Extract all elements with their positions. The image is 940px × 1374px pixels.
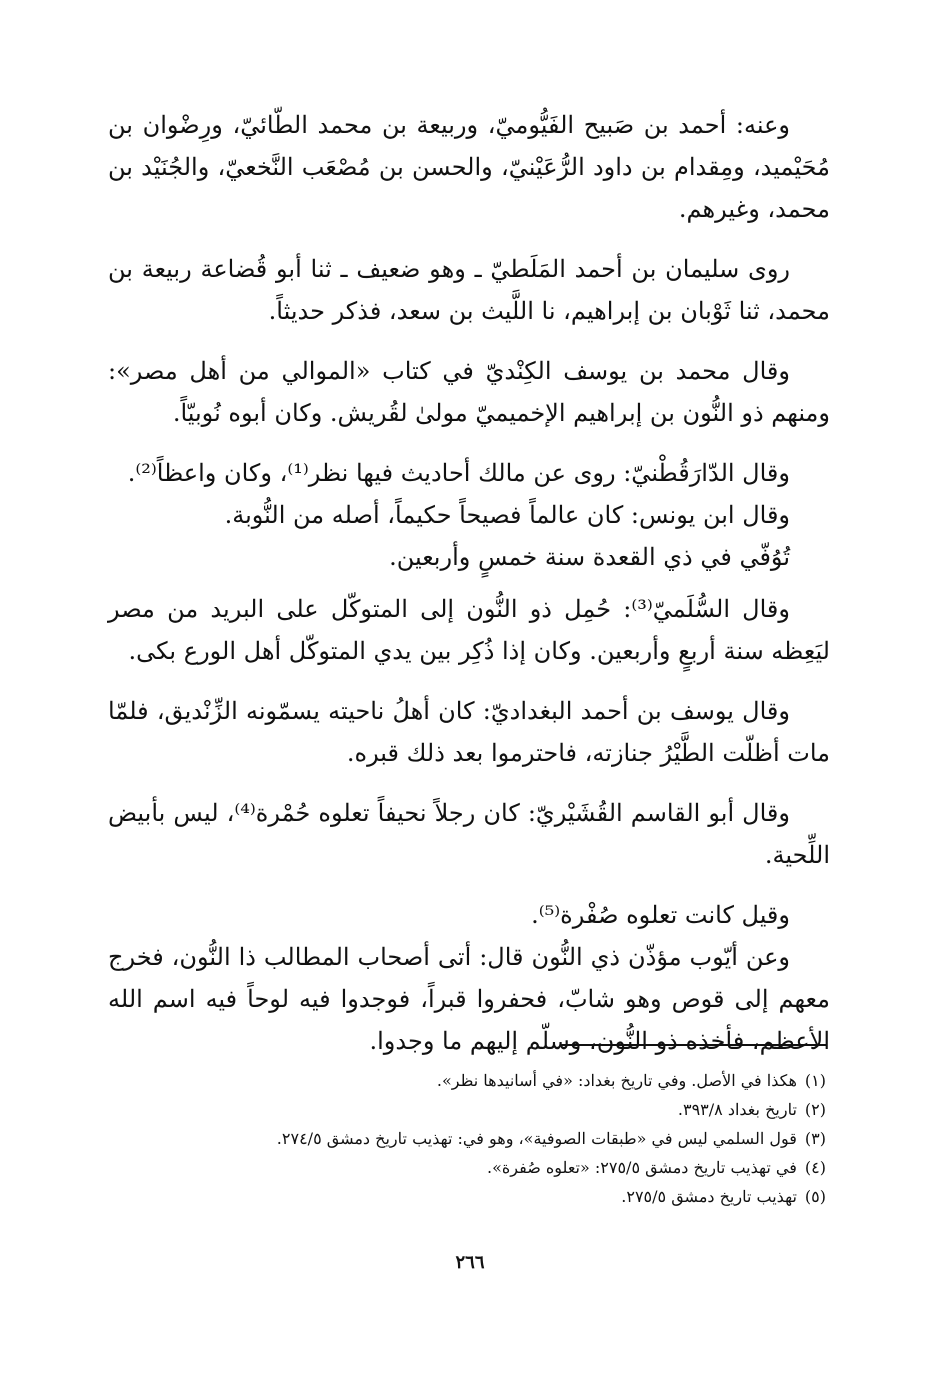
footnote-text: تاريخ بغداد ٣٩٣/٨.: [677, 1100, 797, 1119]
footnote-text: في تهذيب تاريخ دمشق ٢٧٥/٥: «تعلوه صُفرة».: [487, 1158, 797, 1177]
footnotes: [108, 1066, 826, 1211]
footnote-number: (٢): [804, 1100, 826, 1119]
footnote: [108, 1182, 826, 1211]
paragraph: وقال ابن يونس: كان عالماً فصيحاً حكيماً، أصله من النُّوبة.: [224, 501, 790, 529]
page-number: ٢٦٦: [455, 1252, 485, 1273]
main-text: [108, 104, 830, 1062]
footnote-number: (٥): [804, 1187, 826, 1206]
paragraph: وعنه: أحمد بن صَبيح الفَيُّوميّ، وربيعة بن محمد الطّائيّ، ورِضْوان بن مُحَيْميد، ومِقدام بن داود الرُّعَيْنيّ، والحسن بن مُصْعَب النَّخعيّ، والجُنَيْد بن محمد، وغيرهم.: [108, 111, 830, 223]
paragraph: وقيل كانت تعلوه صُفْرة⁽⁵⁾.: [531, 901, 790, 929]
footnote: [108, 1095, 826, 1124]
paragraph: وقال يوسف بن أحمد البغداديّ: كان أهلُ ناحيته يسمّونه الزِّنْديق، فلمّا مات أظلّت الطَّيْرُ جنازته، فاحترموا بعد ذلك قبره.: [108, 697, 830, 767]
footnote: [108, 1124, 826, 1153]
paragraph: روى سليمان بن أحمد المَلَطيّ ـ وهو ضعيف ـ ثنا أبو قُضاعة ربيعة بن محمد، ثنا ثَوْبان بن إبراهيم، نا اللَّيث بن سعد، فذكر حديثاً.: [108, 255, 830, 325]
footnote: [108, 1153, 826, 1182]
paragraph: تُوُفّي في ذي القعدة سنة خمسٍ وأربعين.: [389, 543, 790, 571]
footnote: [108, 1066, 826, 1095]
paragraph: وقال محمد بن يوسف الكِنْديّ في كتاب «الموالي من أهل مصر»: ومنهم ذو النُّون بن إبراهيم الإخميميّ مولىٰ لقُريش. وكان أبوه نُوبيّاً.: [108, 357, 830, 427]
footnote-text: قول السلمي ليس في «طبقات الصوفية»، وهو في: تهذيب تاريخ دمشق ٢٧٤/٥.: [276, 1129, 797, 1148]
paragraph: وقال الدّارَقُطْنيّ: روى عن مالك أحاديث فيها نظر⁽¹⁾، وكان واعظاً⁽²⁾.: [127, 459, 790, 487]
footnote-number: (٤): [804, 1158, 826, 1177]
paragraph: وعن أيّوب مؤذّن ذي النُّون قال: أتى أصحاب المطالب ذا النُّون، فخرج معهم إلى قوص وهو شابّ، فحفروا قبراً، فوجدوا فيه لوحاً فيه اسم الله الأعظم، فأخذه ذو النُّون، وسلّم إليهم ما وجدوا.: [108, 943, 830, 1055]
footnote-text: تهذيب تاريخ دمشق ٢٧٥/٥.: [621, 1187, 797, 1206]
footnote-number: (١): [804, 1071, 826, 1090]
footnote-number: (٣): [804, 1129, 826, 1148]
footnote-text: هكذا في الأصل. وفي تاريخ بغداد: «في أسانيدها نظر».: [436, 1071, 797, 1090]
footnote-separator: [560, 1044, 826, 1046]
paragraph: وقال أبو القاسم القُشَيْريّ: كان رجلاً نحيفاً تعلوه حُمْرة⁽⁴⁾، ليس بأبيض اللِّحية.: [108, 799, 830, 869]
paragraph: وقال السُّلَميّ⁽³⁾: حُمِل ذو النُّون إلى المتوكّل على البريد من مصر ليَعِظه سنة أربعٍ وأربعين. وكان إذا ذُكِر بين يدي المتوكّل أهل الورع بكى.: [108, 595, 830, 665]
